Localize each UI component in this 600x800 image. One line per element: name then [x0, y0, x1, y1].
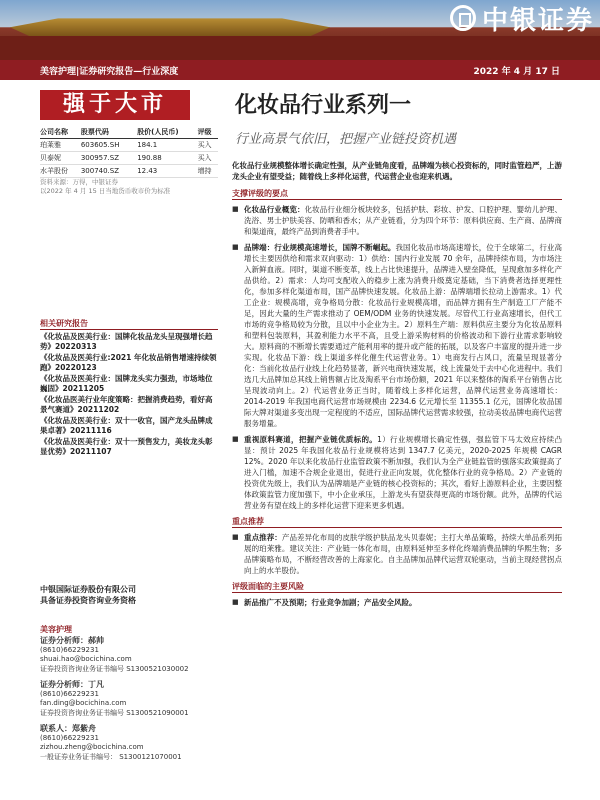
cell: 水羊股份 — [40, 165, 81, 178]
analyst-card — [40, 724, 220, 762]
table-row — [40, 139, 218, 152]
analyst-role: 证券分析师： — [40, 680, 88, 689]
analyst-email[interactable]: shuai.hao@bocichina.com — [40, 655, 132, 663]
related-report-link[interactable]: 《化妆品医美行业年度策略：把握消费趋势，看好高景气赛道》20211202 — [40, 395, 213, 414]
analyst-name: 郑紫舟 — [72, 724, 96, 733]
bullet-item — [232, 242, 562, 429]
main-content — [232, 160, 562, 613]
analyst-cert: 一般证券业务证书编号： S1300121070001 — [40, 752, 182, 761]
cell: 300740.SZ — [81, 165, 137, 178]
bullet-heading: 重视原料赛道，把握产业链优质标的。 — [244, 435, 378, 444]
stock-table — [40, 126, 218, 178]
bullet-text: 1）行业规模增长确定性强，强监管下马太效应持续凸显：预计 2025 年我国化妆品行业规模将达到 1347.7 亿美元，2020-2025 年规模 CAGR 12%。2020 年以来化妆品行业监管政策不断加强，我们认为全产业链监管的强落实政策提高了进入门槛，加速不合规企业退出，促进行业正向发展，优化整体行业的竞争格局。2）产业链的投资优先级上，我们认为品牌端是产业链的核心投资标的；其次，看好上游原料企业，主要因整体政策监管力度加强下，中小企业承压，上游龙头有望获得更高的市场份额。此外，品牌的代运营业务有望在线上的多样化运营下迎来更多机遇。 — [244, 435, 562, 510]
report-date: 2022 年 4 月 17 日 — [473, 66, 560, 77]
bullet-heading: 重点推荐： — [244, 533, 282, 542]
cell: 贝泰妮 — [40, 152, 81, 165]
analyst-email[interactable]: fan.ding@bocichina.com — [40, 699, 127, 707]
lead-paragraph: 化妆品行业规模整体增长确定性强，从产业链角度看，品牌端为核心投资标的，同时监管趋严，上游龙头企业有望受益；随着线上多样化运营，代运营企业也迎来机遇。 — [232, 161, 562, 181]
analyst-role: 证券分析师： — [40, 636, 88, 645]
section-heading: 支撑评级的要点 — [232, 188, 562, 200]
related-report-link[interactable]: 《化妆品及医美行业：双十一收官，国产龙头品牌成果卓著》20211116 — [40, 416, 213, 435]
bullet-text: 化妆品行业细分板块较多，包括护肤、彩妆、护发、口腔护理、婴幼儿护理、洗浴、男士护肤美容、防晒和香水；从产业链看，分为四个环节：原料供应商、生产商、品牌商和渠道商，最终产品到消费者手中。 — [244, 205, 563, 236]
report-subtitle: 行业高景气依旧，把握产业链投资机遇 — [235, 132, 457, 147]
brand-name: 中银证券 — [481, 5, 594, 36]
palace-wall-image — [0, 36, 600, 60]
risk-item: ■ 新品推广不及预期；行业竞争加剧；产品安全风险。 — [232, 597, 562, 608]
analyst-phone: (8610)66229231 — [40, 733, 99, 742]
boc-logo-icon — [450, 5, 476, 31]
cell: 增持 — [198, 165, 218, 178]
price-note: 以2022 年 4 月 15 日当地货币收市价为标准 — [40, 187, 171, 195]
cell: 12.43 — [137, 165, 197, 178]
analyst-card — [40, 680, 220, 718]
analyst-card — [40, 636, 220, 674]
analyst-name: 郝帅 — [88, 636, 104, 645]
col-header: 股价(人民币) — [137, 126, 197, 139]
category-strip — [0, 60, 600, 80]
analyst-name: 丁凡 — [88, 680, 104, 689]
col-header: 评级 — [198, 126, 218, 139]
cell: 买入 — [198, 139, 218, 152]
related-reports-list — [40, 332, 218, 458]
related-report-link[interactable]: 《化妆品及医美行业：国牌化妆品龙头呈现强增长趋势》20220313 — [40, 332, 213, 351]
source-note: 资料来源：万得，中银证券 — [40, 178, 118, 186]
table-note — [40, 178, 220, 196]
bullet-text: 我国化妆品市场高速增长，位于全球第二，行业高增长主要因供给和需求双向驱动：1）供给：国内行业发展 70 余年，品牌持续布局，为市场注入新鲜血液。同时，渠道不断变革，线上占比快速提升，品牌进入壁垒降低，呈现愈加多样化产品供给。2）需求：人均可支配收入的稳步上涨为消费升级奠定基础，当下消费者选择更理性化，参加多样化渠道布局，国产品牌快速发展。化妆品上游：品牌端增长拉动上游需求。1）代工企业：规模高增，竞争格局分散：化妆品行业规模高增，而品牌方拥有生产制造工厂产能不足，因此大量的生产需求推动了 OEM/ODM 业务的快速发展。尽管代工行业高速增长，但代工市场的竞争格局较为分散，且以中小企业为主。2）原料生产端：原料供应主要分为化妆品原料和塑料包装原料，其盈利能力水平不高，且受上游采购材料的价格波动和下游行业需求影响较大。原料商的不断增长需要通过产能利用率的提升或产能的拓展，以及客户丰富度的提升进一步实现。化妆品下游：线上渠道多样化催生代运营业务。1）电商发行占风口，流量呈现显著分化：当前化妆品行业线上化趋势显著，新兴电商快速发展，线上流量处于去中心化进程中。我们选几大品牌加总其线上销售额占比及淘系平台市场份额，2021 年以来整体的淘系平台销售占比呈现波动向上。2）代运营业务正当时，随着线上多样化运营，品牌代运营业务高速增长：2014-2019 年我国电商代运营市场规模由 2234.6 亿元增长至 11355.1 亿元，国牌化妆品国际大牌对渠道多变出现一定程度的不适应，国际品牌代运营需求较强，拉动美妆品牌电商代运营服务增量。 — [244, 243, 563, 428]
col-header: 股票代码 — [81, 126, 137, 139]
stock-table-header — [40, 126, 218, 139]
analyst-role: 联系人： — [40, 724, 72, 733]
cell: 190.88 — [137, 152, 197, 165]
sector-label: 美容护理 — [40, 625, 72, 634]
table-row — [40, 152, 218, 165]
related-report-link[interactable]: 《化妆品及医美行业：国牌龙头实力强劲，市场地位巍固》20211205 — [40, 374, 213, 393]
rating-badge: 强于大市 — [40, 90, 190, 120]
analyst-cert: 证券投资咨询业务证书编号 S1300521090001 — [40, 708, 189, 717]
analyst-phone: (8610)66229231 — [40, 645, 99, 654]
section-heading: 评级面临的主要风险 — [232, 581, 562, 593]
cell: 买入 — [198, 152, 218, 165]
col-header: 公司名称 — [40, 126, 81, 139]
section-heading: 重点推荐 — [232, 516, 562, 528]
company-name: 中银国际证券股份有限公司 具备证券投资咨询业务资格 — [40, 585, 136, 605]
report-title: 化妆品行业系列一 — [235, 93, 412, 118]
related-reports-title: 相关研究报告 — [40, 318, 218, 330]
cell: 184.1 — [137, 139, 197, 152]
cell: 珀莱雅 — [40, 139, 81, 152]
header-banner — [0, 0, 600, 60]
analyst-list — [40, 636, 220, 768]
report-category: 美容护理|证券研究报告—行业深度 — [40, 66, 179, 77]
analyst-email[interactable]: zizhou.zheng@bocichina.com — [40, 743, 144, 751]
analyst-phone: (8610)66229231 — [40, 689, 99, 698]
analyst-cert: 证券投资咨询业务证书编号 S1300521030002 — [40, 664, 189, 673]
related-report-link[interactable]: 《化妆品及医美行业:2021 年化妆品销售增速持续领跑》20220123 — [40, 353, 217, 372]
bullet-heading: 品牌端：行业规模高速增长，国牌不断崛起。 — [244, 243, 396, 252]
bullet-item — [232, 434, 562, 511]
bullet-heading: 化妆品行业概览： — [244, 205, 305, 214]
bullet-item — [232, 532, 562, 576]
bullet-item — [232, 204, 562, 237]
table-row — [40, 165, 218, 178]
bullet-text: 产品差异化布局的皮肤学级护肤品龙头贝泰妮；主打大单品策略，持续大单品系列拓展的珀莱雅。建议关注：产业链一体化布局，由原料延伸至多样化终端消费品牌的华熙生物；多品牌策略布局，不断经营改善的上海家化。自主品牌加品牌代运营双轮驱动，当前主现经营拐点向上的水羊股份。 — [244, 533, 563, 575]
palace-roof-image — [10, 14, 330, 36]
cell: 603605.SH — [81, 139, 137, 152]
related-report-link[interactable]: 《化妆品及医美行业：双十一预售发力，美妆龙头彰显优势》20211107 — [40, 437, 213, 456]
brand — [450, 0, 594, 36]
cell: 300957.SZ — [81, 152, 137, 165]
